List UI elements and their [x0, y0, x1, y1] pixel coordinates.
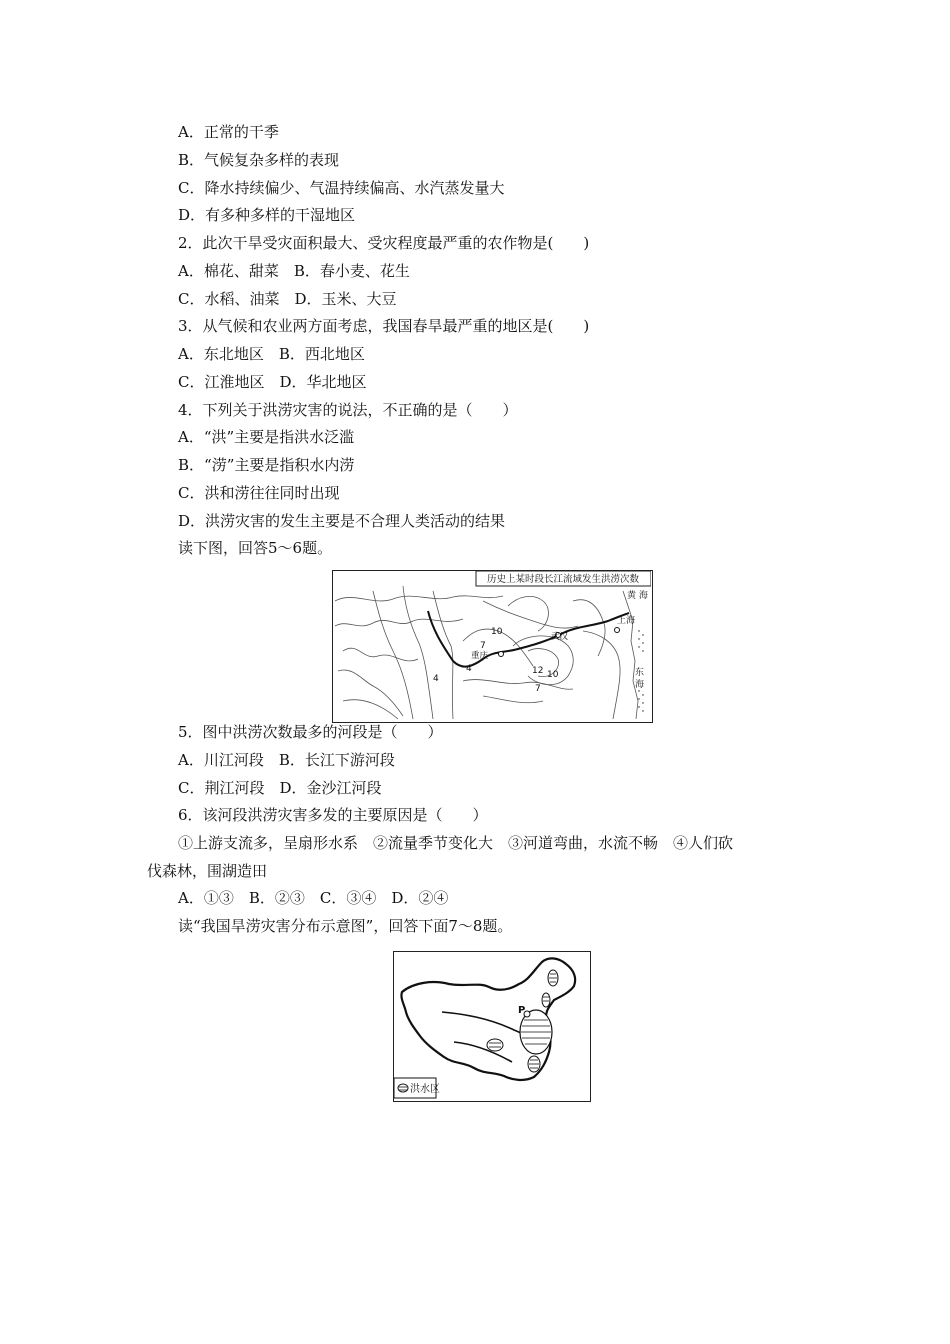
q6-statements-line-1: ①上游支流多，呈扇形水系 ②流量季节变化大 ③河道弯曲，水流不畅 ④人们砍 — [178, 834, 734, 852]
read-map-instruction-1: 读下图，回答5～6题。 — [178, 539, 333, 557]
q6-options: A．①③ B．②③ C．③④ D．②④ — [178, 889, 449, 907]
map1-chongqing-label: 重庆 — [471, 651, 489, 661]
q2-options-ab: A．棉花、甜菜 B．春小麦、花生 — [178, 262, 410, 280]
map1-count-7b: 7 — [535, 684, 541, 694]
q5-options-ab: A．川江河段 B．长江下游河段 — [178, 751, 395, 769]
question-6-text: 6．该河段洪涝灾害多发的主要原因是（ ） — [178, 806, 488, 824]
map1-title: 历史上某时段长江流域发生洪涝次数 — [486, 574, 640, 585]
option-a-text: A．正常的干季 — [178, 123, 279, 141]
map1-donghai-label-2: 海 — [635, 680, 645, 690]
map1-count-12: 12 — [532, 666, 544, 676]
q5-options-cd: C．荆江河段 D．金沙江河段 — [178, 779, 382, 797]
map2-legend-label: 洪水区 — [410, 1084, 440, 1095]
q3-options-ab: A．东北地区 B．西北地区 — [178, 345, 365, 363]
q6-statements-line-2: 伐森林，围湖造田 — [147, 862, 268, 880]
read-map-instruction-2: 读“我国旱涝灾害分布示意图”，回答下面7～8题。 — [178, 917, 513, 935]
question-3-text: 3．从气候和农业两方面考虑，我国春旱最严重的地区是( ) — [178, 317, 590, 335]
q3-options-cd: C．江淮地区 D．华北地区 — [178, 373, 367, 391]
q4-option-d: D．洪涝灾害的发生主要是不合理人类活动的结果 — [178, 512, 506, 530]
question-2-text: 2．此次干旱受灾面积最大、受灾程度最严重的农作物是( ) — [178, 234, 590, 252]
option-c-text: C．降水持续偏少、气温持续偏高、水汽蒸发量大 — [178, 179, 505, 197]
yangtze-flood-map — [332, 570, 653, 723]
q4-option-a: A．“洪”主要是指洪水泛滥 — [178, 428, 355, 446]
q4-option-c: C．洪和涝往往同时出现 — [178, 484, 340, 502]
map1-count-7a: 7 — [480, 641, 486, 651]
map1-count-4a: 4 — [466, 664, 472, 674]
map1-count-4b: 4 — [433, 674, 439, 684]
china-flood-drought-map — [393, 951, 591, 1102]
q2-options-cd: C．水稻、油菜 D．玉米、大豆 — [178, 290, 397, 308]
option-b-text: B．气候复杂多样的表现 — [178, 151, 340, 169]
map2-point-p-label: P — [518, 1005, 526, 1016]
question-5-text: 5．图中洪涝次数最多的河段是（ ） — [178, 723, 443, 741]
map1-shanghai-label: 上海 — [617, 616, 636, 626]
map1-donghai-label-1: 东 — [635, 668, 645, 678]
q4-option-b: B．“涝”主要是指积水内涝 — [178, 456, 355, 474]
option-d-text: D．有多种多样的干湿地区 — [178, 206, 356, 224]
map1-count-10a: 10 — [491, 627, 503, 637]
map1-wuhan-label: 武汉 — [551, 632, 569, 642]
question-4-text: 4．下列关于洪涝灾害的说法，不正确的是（ ） — [178, 401, 518, 419]
map1-huanghai-label: 黄 海 — [627, 591, 648, 601]
map1-count-10b: 10 — [547, 670, 559, 680]
